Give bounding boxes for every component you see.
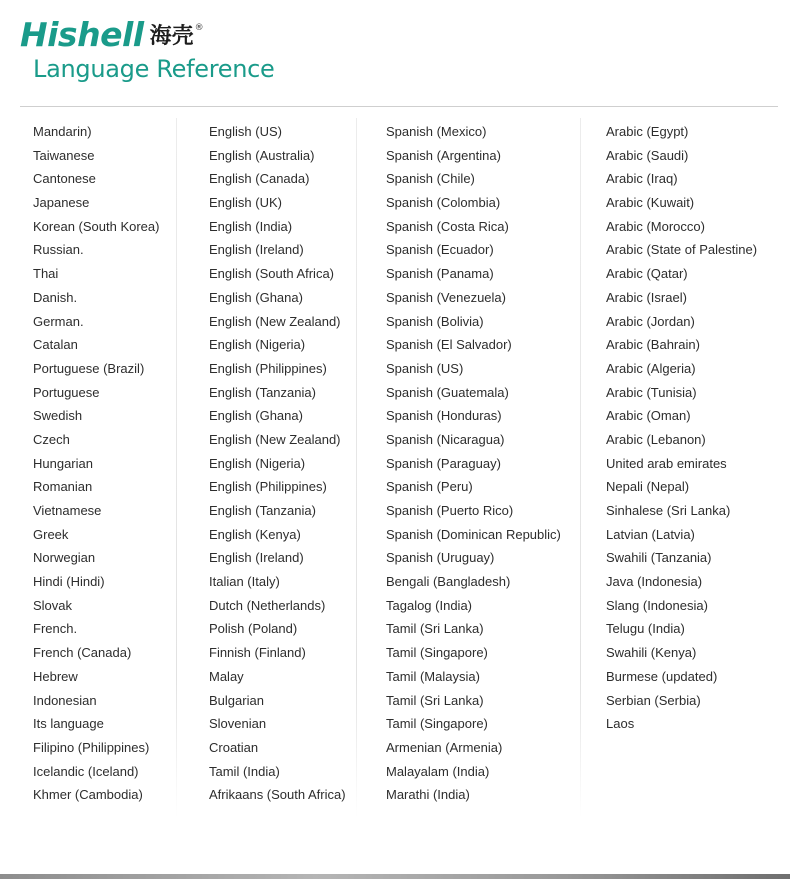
- column-separator: [356, 118, 357, 818]
- language-item: Tamil (Sri Lanka): [386, 621, 484, 637]
- language-item: Spanish (Bolivia): [386, 313, 484, 329]
- language-item: Russian.: [33, 242, 84, 258]
- column-separator: [580, 118, 581, 818]
- language-item: Mandarin): [33, 124, 92, 139]
- language-item: Japanese: [33, 195, 90, 211]
- language-item: Portuguese (Brazil): [33, 360, 145, 376]
- language-item: Tamil (Singapore): [386, 645, 488, 661]
- language-item: Polish (Poland): [209, 621, 298, 637]
- language-item: German.: [33, 313, 84, 329]
- language-item: Marathi (India): [386, 787, 470, 803]
- language-item: English (New Zealand): [209, 313, 341, 329]
- language-item: Danish.: [33, 289, 78, 305]
- language-item: Norwegian: [33, 550, 96, 566]
- brand-logo: [20, 14, 204, 56]
- language-item: Armenian (Armenia): [386, 739, 503, 755]
- language-item: Catalan: [33, 337, 78, 353]
- language-item: Arabic (Egypt): [606, 124, 689, 139]
- column-separator: [176, 118, 177, 818]
- language-item: English (UK): [209, 195, 282, 211]
- language-item: Slovak: [33, 597, 73, 613]
- brand-name-cjk: 海壳: [149, 24, 194, 49]
- language-column-2: [209, 120, 346, 807]
- language-item: Spanish (Argentina): [386, 147, 501, 163]
- language-item: Arabic (Oman): [606, 408, 691, 424]
- language-item: Nepali (Nepal): [606, 479, 690, 495]
- language-item: Slang (Indonesia): [606, 597, 708, 613]
- language-item: Vietnamese: [33, 503, 102, 518]
- language-item: Arabic (Jordan): [606, 313, 695, 329]
- language-item: French.: [33, 621, 78, 637]
- header-divider: [20, 106, 778, 107]
- bottom-edge-strip: [0, 874, 790, 879]
- language-item: English (US): [209, 124, 282, 139]
- language-item: Spanish (Chile): [386, 171, 475, 187]
- language-item: Icelandic (Iceland): [33, 763, 139, 779]
- language-item: Bulgarian: [209, 692, 264, 708]
- language-item: Thai: [33, 266, 59, 282]
- language-item: Croatian: [209, 739, 259, 755]
- language-item: Tamil (Sri Lanka): [386, 692, 484, 708]
- language-item: Slovenian: [209, 716, 267, 732]
- language-item: Portuguese: [33, 384, 100, 400]
- language-item: English (South Africa): [209, 266, 335, 282]
- brand-name-latin: Hishell: [20, 15, 144, 54]
- language-item: English (Kenya): [209, 526, 301, 542]
- language-item: Its language: [33, 716, 104, 732]
- language-item: English (Nigeria): [209, 337, 306, 353]
- language-item: Spanish (Nicaragua): [386, 431, 505, 447]
- language-item: Laos: [606, 716, 635, 732]
- language-item: English (Canada): [209, 171, 310, 187]
- language-item: Arabic (Iraq): [606, 171, 678, 187]
- language-item: Filipino (Philippines): [33, 739, 150, 755]
- page-header: [20, 14, 420, 94]
- language-item: Spanish (Panama): [386, 266, 494, 282]
- language-item: Swahili (Tanzania): [606, 550, 712, 566]
- language-item: Spanish (Guatemala): [386, 384, 509, 400]
- language-item: English (Tanzania): [209, 384, 316, 400]
- language-item: English (New Zealand): [209, 431, 341, 447]
- language-item: Arabic (Israel): [606, 289, 687, 305]
- language-item: English (Ghana): [209, 408, 303, 424]
- language-item: Finnish (Finland): [209, 645, 306, 661]
- language-item: Sinhalese (Sri Lanka): [606, 503, 731, 518]
- language-item: Spanish (Dominican Republic): [386, 526, 561, 542]
- language-item: English (Ireland): [209, 550, 304, 566]
- language-item: Arabic (State of Palestine): [606, 242, 758, 258]
- language-item: Hungarian: [33, 455, 93, 471]
- language-item: Spanish (US): [386, 360, 464, 376]
- language-item: English (India): [209, 218, 293, 234]
- language-item: Arabic (Algeria): [606, 360, 696, 376]
- language-item: Spanish (Uruguay): [386, 550, 495, 566]
- language-item: Arabic (Saudi): [606, 147, 689, 163]
- language-item: Spanish (Ecuador): [386, 242, 494, 258]
- language-item: Romanian: [33, 479, 93, 495]
- language-item: Swahili (Kenya): [606, 645, 697, 661]
- language-item: Arabic (Kuwait): [606, 195, 695, 211]
- language-item: English (Tanzania): [209, 503, 316, 518]
- language-item: United arab emirates: [606, 455, 727, 471]
- language-item: Arabic (Bahrain): [606, 337, 700, 353]
- page-title: Language Reference: [33, 55, 275, 83]
- language-item: Cantonese: [33, 171, 96, 187]
- language-item: Hebrew: [33, 668, 78, 684]
- language-item: Khmer (Cambodia): [33, 787, 143, 803]
- language-item: English (Australia): [209, 147, 315, 163]
- language-item: Malayalam (India): [386, 763, 490, 779]
- language-item: Spanish (Costa Rica): [386, 218, 509, 234]
- language-item: Spanish (Venezuela): [386, 289, 506, 305]
- language-item: Greek: [33, 526, 69, 542]
- language-item: English (Ireland): [209, 242, 304, 258]
- language-item: Spanish (Peru): [386, 479, 473, 495]
- language-item: English (Ghana): [209, 289, 303, 305]
- language-item: Dutch (Netherlands): [209, 597, 326, 613]
- language-item: Java (Indonesia): [606, 574, 703, 590]
- language-item: Czech: [33, 431, 70, 447]
- language-item: Italian (Italy): [209, 574, 280, 590]
- language-item: English (Philippines): [209, 360, 327, 376]
- language-item: Spanish (Puerto Rico): [386, 503, 514, 518]
- language-item: Telugu (India): [606, 621, 685, 637]
- language-item: Indonesian: [33, 692, 97, 708]
- language-item: Serbian (Serbia): [606, 692, 701, 708]
- language-item: Korean (South Korea): [33, 218, 160, 234]
- language-column-1: [33, 120, 159, 807]
- language-item: French (Canada): [33, 645, 132, 661]
- language-item: Bengali (Bangladesh): [386, 574, 511, 590]
- language-item: Arabic (Morocco): [606, 218, 705, 234]
- language-item: Afrikaans (South Africa): [209, 787, 346, 803]
- language-item: Arabic (Tunisia): [606, 384, 697, 400]
- language-item: Taiwanese: [33, 147, 95, 163]
- language-item: Tamil (Malaysia): [386, 668, 480, 684]
- language-item: Burmese (updated): [606, 668, 718, 684]
- language-column-4: [606, 120, 757, 736]
- language-item: Tagalog (India): [386, 597, 472, 613]
- language-item: Tamil (India): [209, 763, 280, 779]
- language-item: Malay: [209, 668, 244, 684]
- language-item: Spanish (Colombia): [386, 195, 501, 211]
- language-item: Spanish (Mexico): [386, 124, 487, 139]
- language-column-3: [386, 120, 561, 807]
- language-item: English (Nigeria): [209, 455, 306, 471]
- language-item: Hindi (Hindi): [33, 574, 105, 590]
- language-item: Tamil (Singapore): [386, 716, 488, 732]
- language-item: Spanish (Paraguay): [386, 455, 501, 471]
- language-item: Arabic (Qatar): [606, 266, 688, 282]
- language-item: Swedish: [33, 408, 83, 424]
- language-item: Arabic (Lebanon): [606, 431, 706, 447]
- language-item: English (Philippines): [209, 479, 327, 495]
- language-item: Latvian (Latvia): [606, 526, 695, 542]
- registered-mark: ®: [194, 23, 204, 33]
- language-item: Spanish (El Salvador): [386, 337, 512, 353]
- language-item: Spanish (Honduras): [386, 408, 502, 424]
